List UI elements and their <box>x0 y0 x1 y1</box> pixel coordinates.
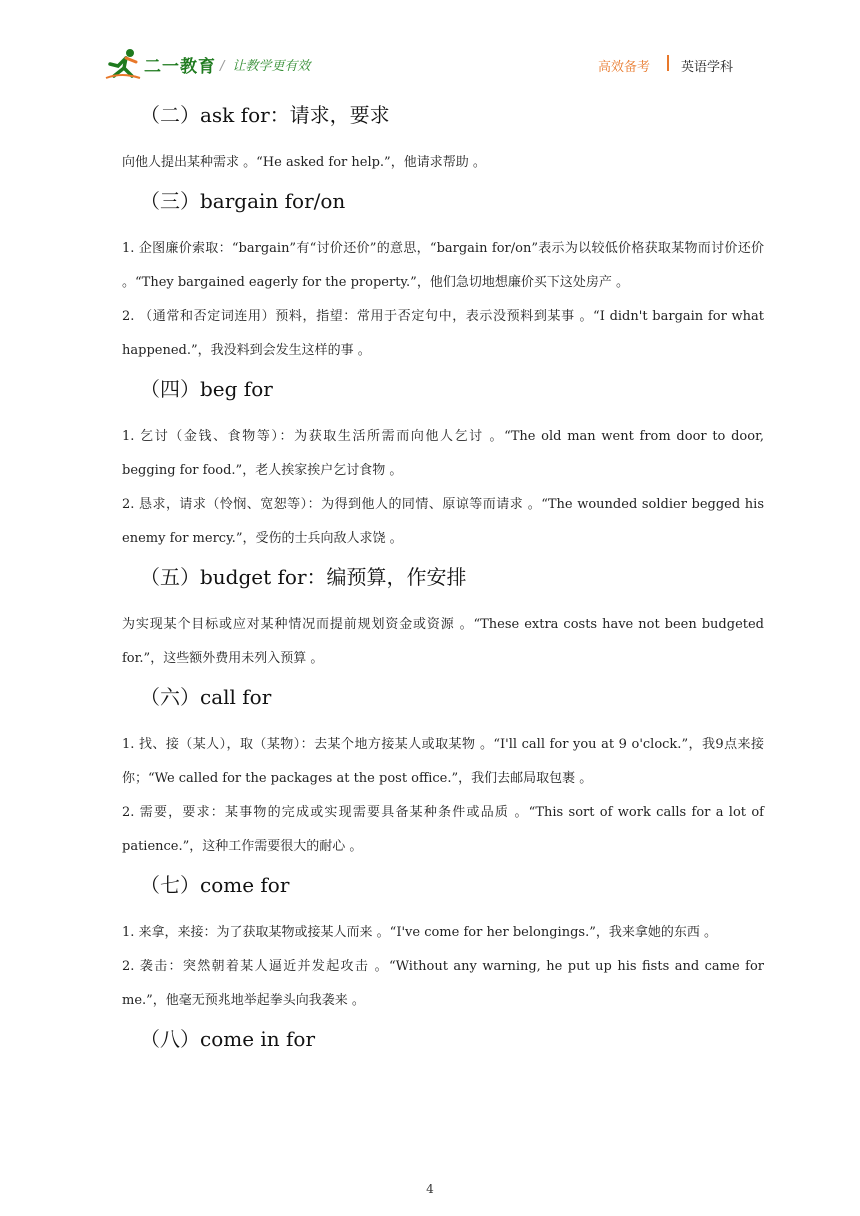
slogan <box>220 55 310 74</box>
page-header <box>0 0 860 90</box>
slogan-separator: / <box>220 59 225 74</box>
section-paragraph: 1. 企图廉价索取：“bargain”有“讨价还价”的意思，“bargain for/on”表示为以较低价格获取某物而讨价还价 。“They bargained eagerly for the property.”，他们急切地想廉价买下这处房产 。 <box>122 241 764 290</box>
section-heading: （五）budget for：编预算，作安排 <box>140 565 467 589</box>
section-paragraph: 2. 袭击：突然朝着某人逼近并发起攻击 。“Without any warning, he put up his fists and came for me.”，他毫无预兆地举起拳头向我袭来 。 <box>122 959 764 1008</box>
section-heading: （八）come in for <box>140 1027 316 1051</box>
section-paragraph: 2. 需要，要求：某事物的完成或实现需要具备某种条件或品质 。“This sort of work calls for a lot of patience.”，这种工作需要很大的耐心 。 <box>122 805 764 854</box>
section-paragraph: 向他人提出某种需求 。“He asked for help.”，他请求帮助 。 <box>122 155 486 170</box>
header-tag-subject: 英语学科 <box>681 60 734 75</box>
section-paragraph: 1. 来拿，来接：为了获取某物或接某人而来 。“I've come for her belongings.”，我来拿她的东西 。 <box>122 925 717 940</box>
logo-text: 二一教育 <box>144 57 216 77</box>
page-number: 4 <box>426 1182 434 1196</box>
section-heading: （三）bargain for/on <box>140 189 346 213</box>
section-paragraph: 2. （通常和否定词连用）预料，指望：常用于否定句中，表示没预料到某事 。“I didn't bargain for what happened.”，我没料到会发生这样的事 。 <box>122 309 764 358</box>
slogan-text: 让教学更有效 <box>232 59 311 74</box>
section-paragraph: 2. 恳求，请求（怜悯、宽恕等）：为得到他人的同情、原谅等而请求 。“The wounded soldier begged his enemy for mercy.”，受伤的士兵向敌人求饶 。 <box>122 497 764 546</box>
header-divider <box>667 55 669 71</box>
runner-logo-icon <box>104 48 142 80</box>
section-heading: （四）beg for <box>140 377 273 401</box>
document-body <box>122 98 764 1070</box>
section-heading: （六）call for <box>140 685 272 709</box>
header-tag-exam: 高效备考 <box>598 60 651 75</box>
section-paragraph: 为实现某个目标或应对某种情况而提前规划资金或资源 。“These extra costs have not been budgeted for.”，这些额外费用未列入预算 。 <box>122 617 764 666</box>
section-heading: （二）ask for：请求，要求 <box>140 103 390 127</box>
section-paragraph: 1. 找、接（某人），取（某物）：去某个地方接某人或取某物 。“I'll call for you at 9 o'clock.”，我9点来接你；“We called for the packages at the post office.”，我们去邮局取包裹 。 <box>122 737 764 786</box>
section-paragraph: 1. 乞讨（金钱、食物等）：为获取生活所需而向他人乞讨 。“The old man went from door to door, begging for food.”，老人挨家挨户乞讨食物 。 <box>122 429 764 478</box>
section-heading: （七）come for <box>140 873 290 897</box>
